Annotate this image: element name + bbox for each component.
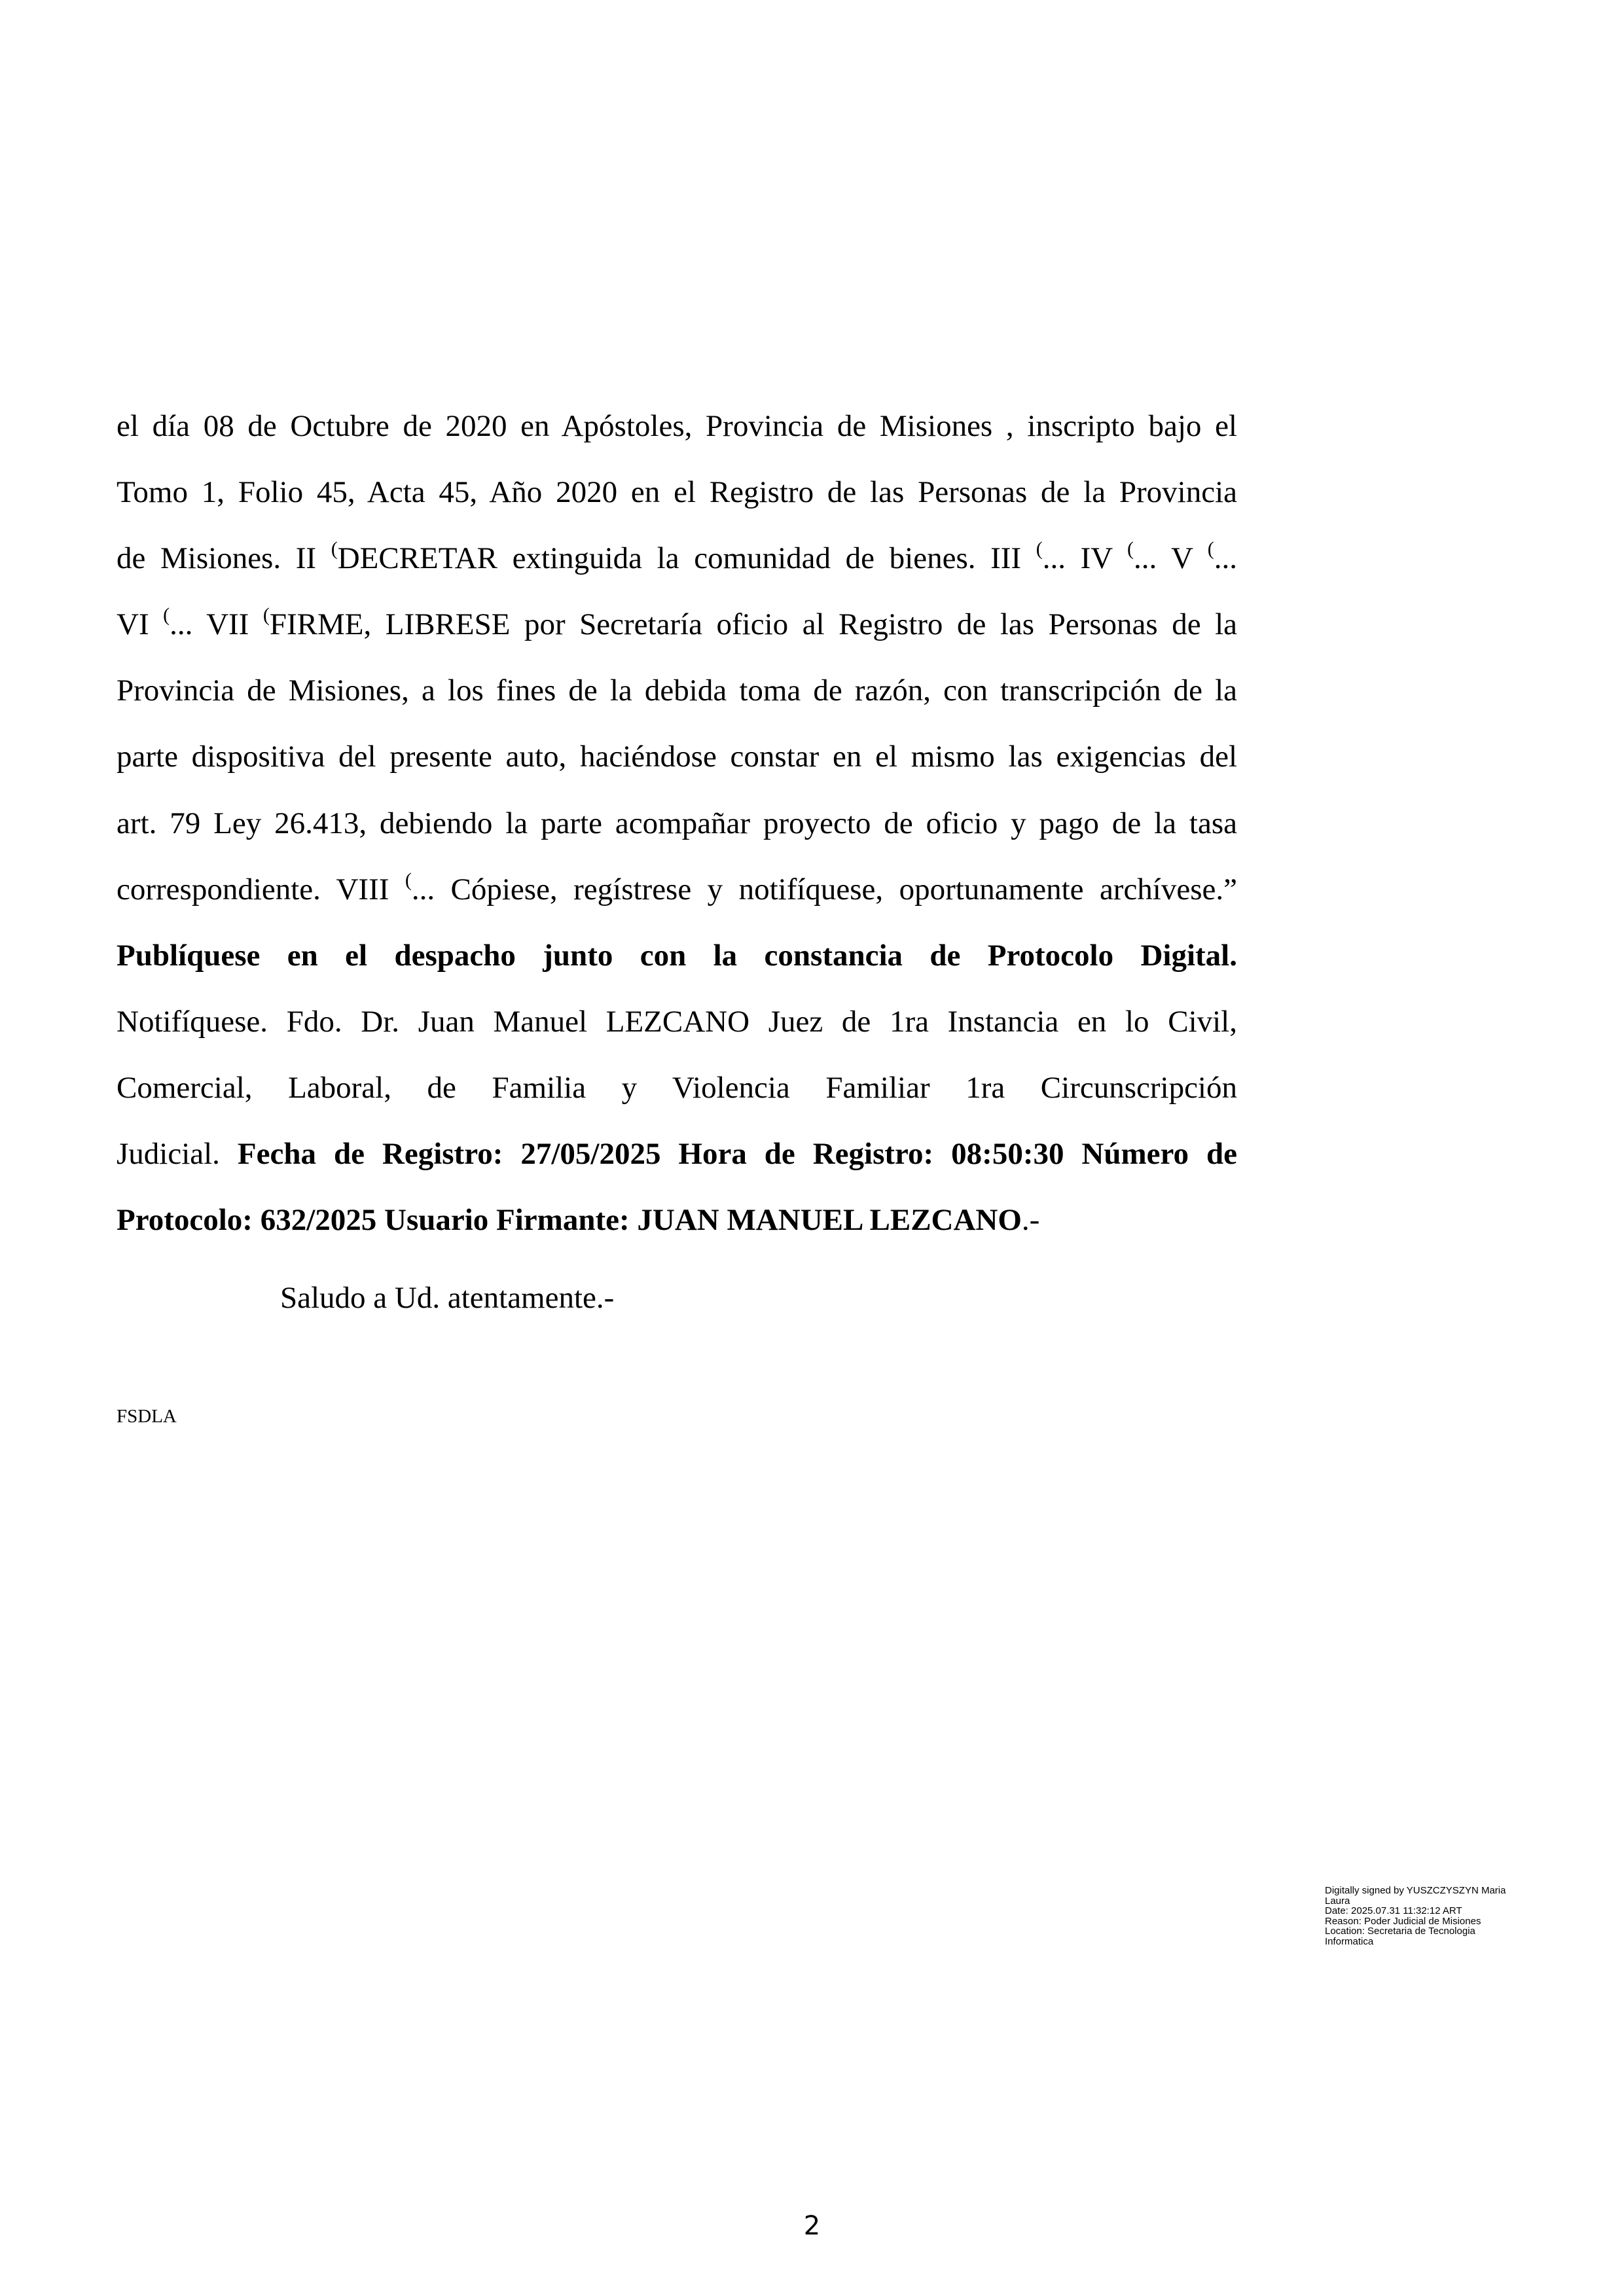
signature-line: Laura: [1325, 1895, 1350, 1907]
text-run: el día 08 de Octubre de 2020 en Apóstoles, Provincia de Misiones , inscripto bajo el: [117, 409, 1237, 443]
body-line: [117, 658, 1237, 724]
text-run: Comercial, Laboral, de Familia y Violencia Familiar 1ra Circunscripción: [117, 1070, 1237, 1105]
text-run: VI: [117, 607, 149, 642]
body-line-bold: [117, 923, 1237, 989]
text-run: Publíquese en el despacho junto con la constancia de Protocolo Digital.: [117, 938, 1237, 973]
text-run: ... Cópiese, regístrese y notifíquese, oportunamente archívese.”: [411, 872, 1237, 906]
body-line: [117, 592, 1237, 658]
text-run: correspondiente. VIII: [117, 872, 389, 906]
text-run: ... V: [1134, 541, 1193, 576]
body-line: [117, 526, 1237, 592]
text-run-bold: Protocolo: 632/2025 Usuario Firmante: JUAN MANUEL LEZCANO: [117, 1203, 1022, 1238]
text-run: de Misiones. II: [117, 541, 317, 576]
body-line: [117, 989, 1237, 1055]
text-run: ... IV: [1042, 541, 1113, 576]
text-run: Judicial.: [117, 1137, 220, 1172]
body-line: [117, 724, 1237, 790]
signature-line: Reason: Poder Judicial de Misiones: [1325, 1915, 1481, 1927]
glyph-mark: (: [1036, 538, 1043, 560]
author-initials: FSDLA: [117, 1406, 177, 1427]
text-run: ...: [1214, 541, 1238, 576]
text-run: Notifíquese. Fdo. Dr. Juan Manuel LEZCANO Juez de 1ra Instancia en lo Civil,: [117, 1004, 1237, 1039]
body-line: [117, 857, 1237, 923]
text-run: parte dispositiva del presente auto, haciéndose constar en el mismo las exigencias del: [117, 740, 1237, 774]
body-line: [117, 1055, 1237, 1121]
glyph-mark: (: [331, 538, 338, 560]
text-run: ... VII: [170, 607, 249, 642]
text-run: FIRME, LIBRESE por Secretaría oficio al Registro de las Personas de la: [269, 607, 1238, 642]
glyph-mark: (: [1127, 538, 1134, 560]
text-run: Tomo 1, Folio 45, Acta 45, Año 2020 en el Registro de las Personas de la Provincia: [117, 475, 1237, 510]
body-line: [117, 393, 1237, 459]
text-run: .-: [1021, 1203, 1040, 1238]
text-run-bold: Fecha de Registro: 27/05/2025 Hora de Registro: 08:50:30 Número de: [237, 1137, 1237, 1172]
glyph-mark: (: [262, 604, 270, 626]
closing-greeting: Saludo a Ud. atentamente.-: [280, 1281, 615, 1315]
text-run: art. 79 Ley 26.413, debiendo la parte acompañar proyecto de oficio y pago de la tasa: [117, 806, 1237, 840]
glyph-mark: (: [405, 869, 412, 891]
page-number: 2: [803, 2211, 821, 2241]
body-text: [117, 393, 1237, 1253]
body-line: [117, 1121, 1237, 1187]
body-line: [117, 791, 1237, 857]
body-line: [117, 1187, 1237, 1253]
signature-line: Location: Secretaria de Tecnologia: [1325, 1926, 1475, 1937]
digital-signature-block: [1325, 1886, 1547, 1946]
text-run: Provincia de Misiones, a los fines de la debida toma de razón, con transcripción de la: [117, 673, 1237, 708]
body-line: [117, 459, 1237, 526]
text-run: DECRETAR extinguida la comunidad de bienes. III: [337, 541, 1022, 576]
glyph-mark: (: [163, 604, 170, 626]
signature-line: Digitally signed by YUSZCZYSZYN Maria: [1325, 1885, 1506, 1896]
signature-line: Date: 2025.07.31 11:32:12 ART: [1325, 1905, 1462, 1916]
glyph-mark: (: [1207, 538, 1214, 560]
signature-line: Informatica: [1325, 1935, 1374, 1947]
